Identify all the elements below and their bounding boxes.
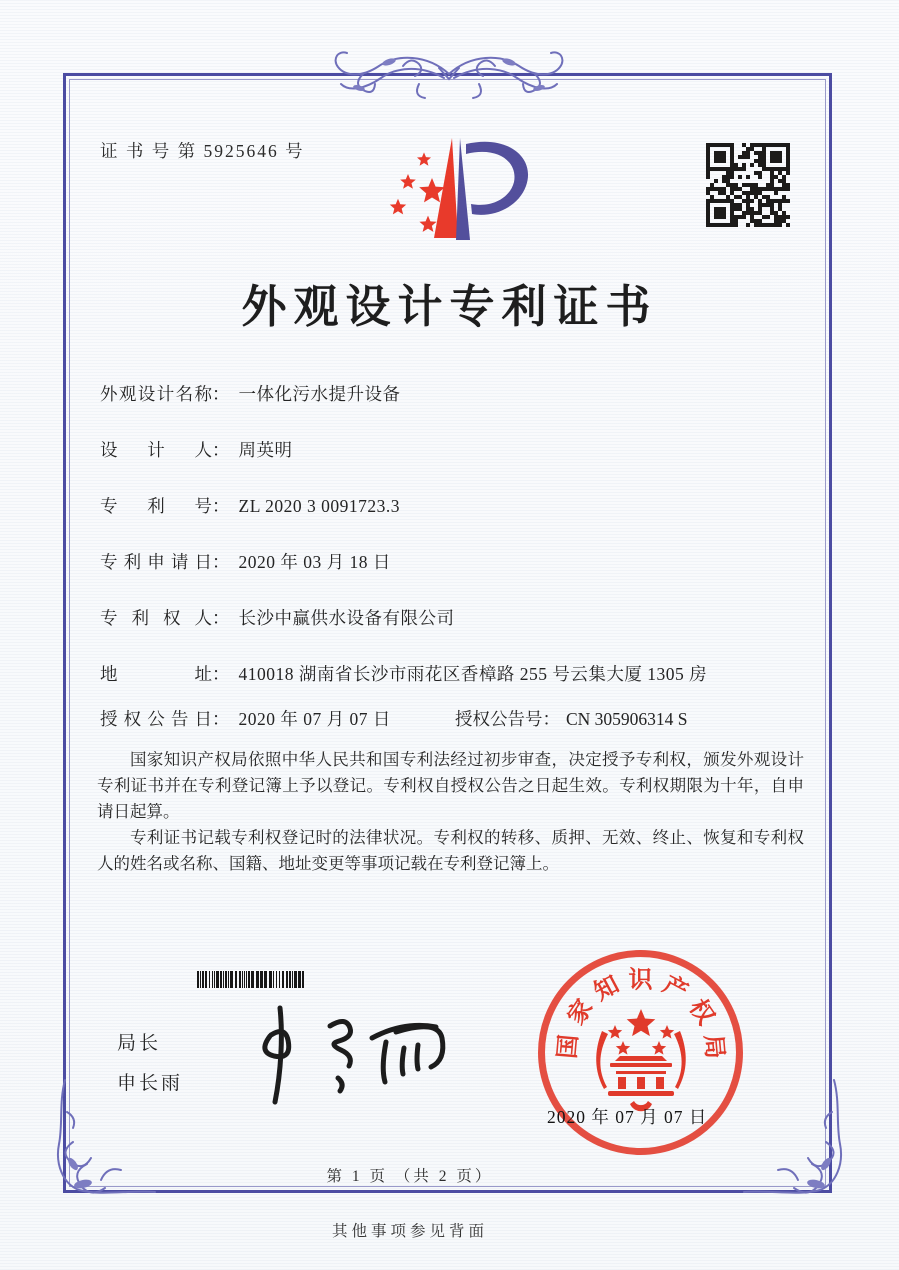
certificate-number: 证 书 号 第 5925646 号 [100, 141, 305, 161]
qr-code [706, 143, 790, 227]
back-note: 其他事项参见背面 [331, 1223, 489, 1240]
field-value: CN 305906314 S [566, 709, 688, 729]
barcode [197, 971, 337, 988]
field-colon: ： [212, 552, 230, 572]
cnipa-logo-icon [368, 130, 540, 258]
legal-paragraph-2: 专利证书记载专利权登记时的法律状况。专利权的转移、质押、无效、终止、恢复和专利权人的姓名或名称、国籍、地址变更等事项记载在专利登记簿上。 [97, 828, 804, 873]
field-colon: ： [212, 384, 230, 404]
field-design-name [100, 381, 401, 406]
officer-title: 局长 [117, 1033, 162, 1054]
field-label: 专利申请日 [100, 552, 212, 572]
field-colon: ： [542, 709, 560, 729]
officer-name: 申长雨 [117, 1073, 184, 1094]
field-label: 授权公告号 [455, 709, 543, 729]
legal-text [97, 747, 804, 877]
national-emblem-icon [582, 1001, 700, 1119]
field-address [100, 661, 707, 686]
field-label: 外观设计名称 [100, 384, 212, 404]
field-value: ZL 2020 3 0091723.3 [238, 496, 400, 516]
field-grant-date [100, 706, 391, 731]
page-number: 第 1 页 （共 2 页） [326, 1168, 494, 1185]
field-grant-number [455, 706, 688, 731]
certificate-title: 外观设计专利证书 [241, 282, 658, 332]
seal-char: 家 [562, 994, 598, 1030]
field-patent-number [100, 493, 400, 518]
field-value: 2020 年 03 月 18 日 [238, 552, 391, 572]
field-value: 长沙中赢供水设备有限公司 [238, 608, 455, 628]
legal-paragraph-1: 国家知识产权局依照中华人民共和国专利法经过初步审查，决定授予专利权，颁发外观设计专利证书并在专利登记簿上予以登记。专利权自授权公告之日起生效。专利权期限为十年，自申请日起算。 [97, 750, 804, 821]
field-designer [100, 437, 293, 462]
field-colon: ： [212, 709, 230, 729]
field-colon: ： [212, 496, 230, 516]
officer-signature [240, 998, 470, 1110]
field-colon: ： [212, 440, 230, 460]
field-label: 专利号 [100, 496, 212, 516]
field-filing-date [100, 549, 391, 574]
field-value: 410018 湖南省长沙市雨花区香樟路 255 号云集大厦 1305 房 [238, 664, 708, 684]
seal-char: 国 [554, 1033, 583, 1060]
field-value: 周英明 [238, 440, 293, 460]
field-label: 专利权人 [100, 608, 212, 628]
seal-char: 局 [698, 1033, 727, 1060]
field-label: 设计人 [100, 440, 212, 460]
field-colon: ： [212, 664, 230, 684]
field-patentee [100, 605, 455, 630]
field-colon: ： [212, 608, 230, 628]
field-value: 2020 年 07 月 07 日 [238, 709, 391, 729]
seal-char: 产 [657, 971, 692, 1006]
seal-char: 权 [683, 994, 719, 1030]
field-label: 授权公告日 [100, 709, 212, 729]
field-label: 地址 [100, 664, 212, 684]
field-value: 一体化污水提升设备 [238, 384, 401, 404]
seal-char: 知 [589, 971, 624, 1006]
seal-date: 2020 年 07 月 07 日 [547, 1107, 708, 1127]
seal-char: 识 [628, 967, 653, 993]
